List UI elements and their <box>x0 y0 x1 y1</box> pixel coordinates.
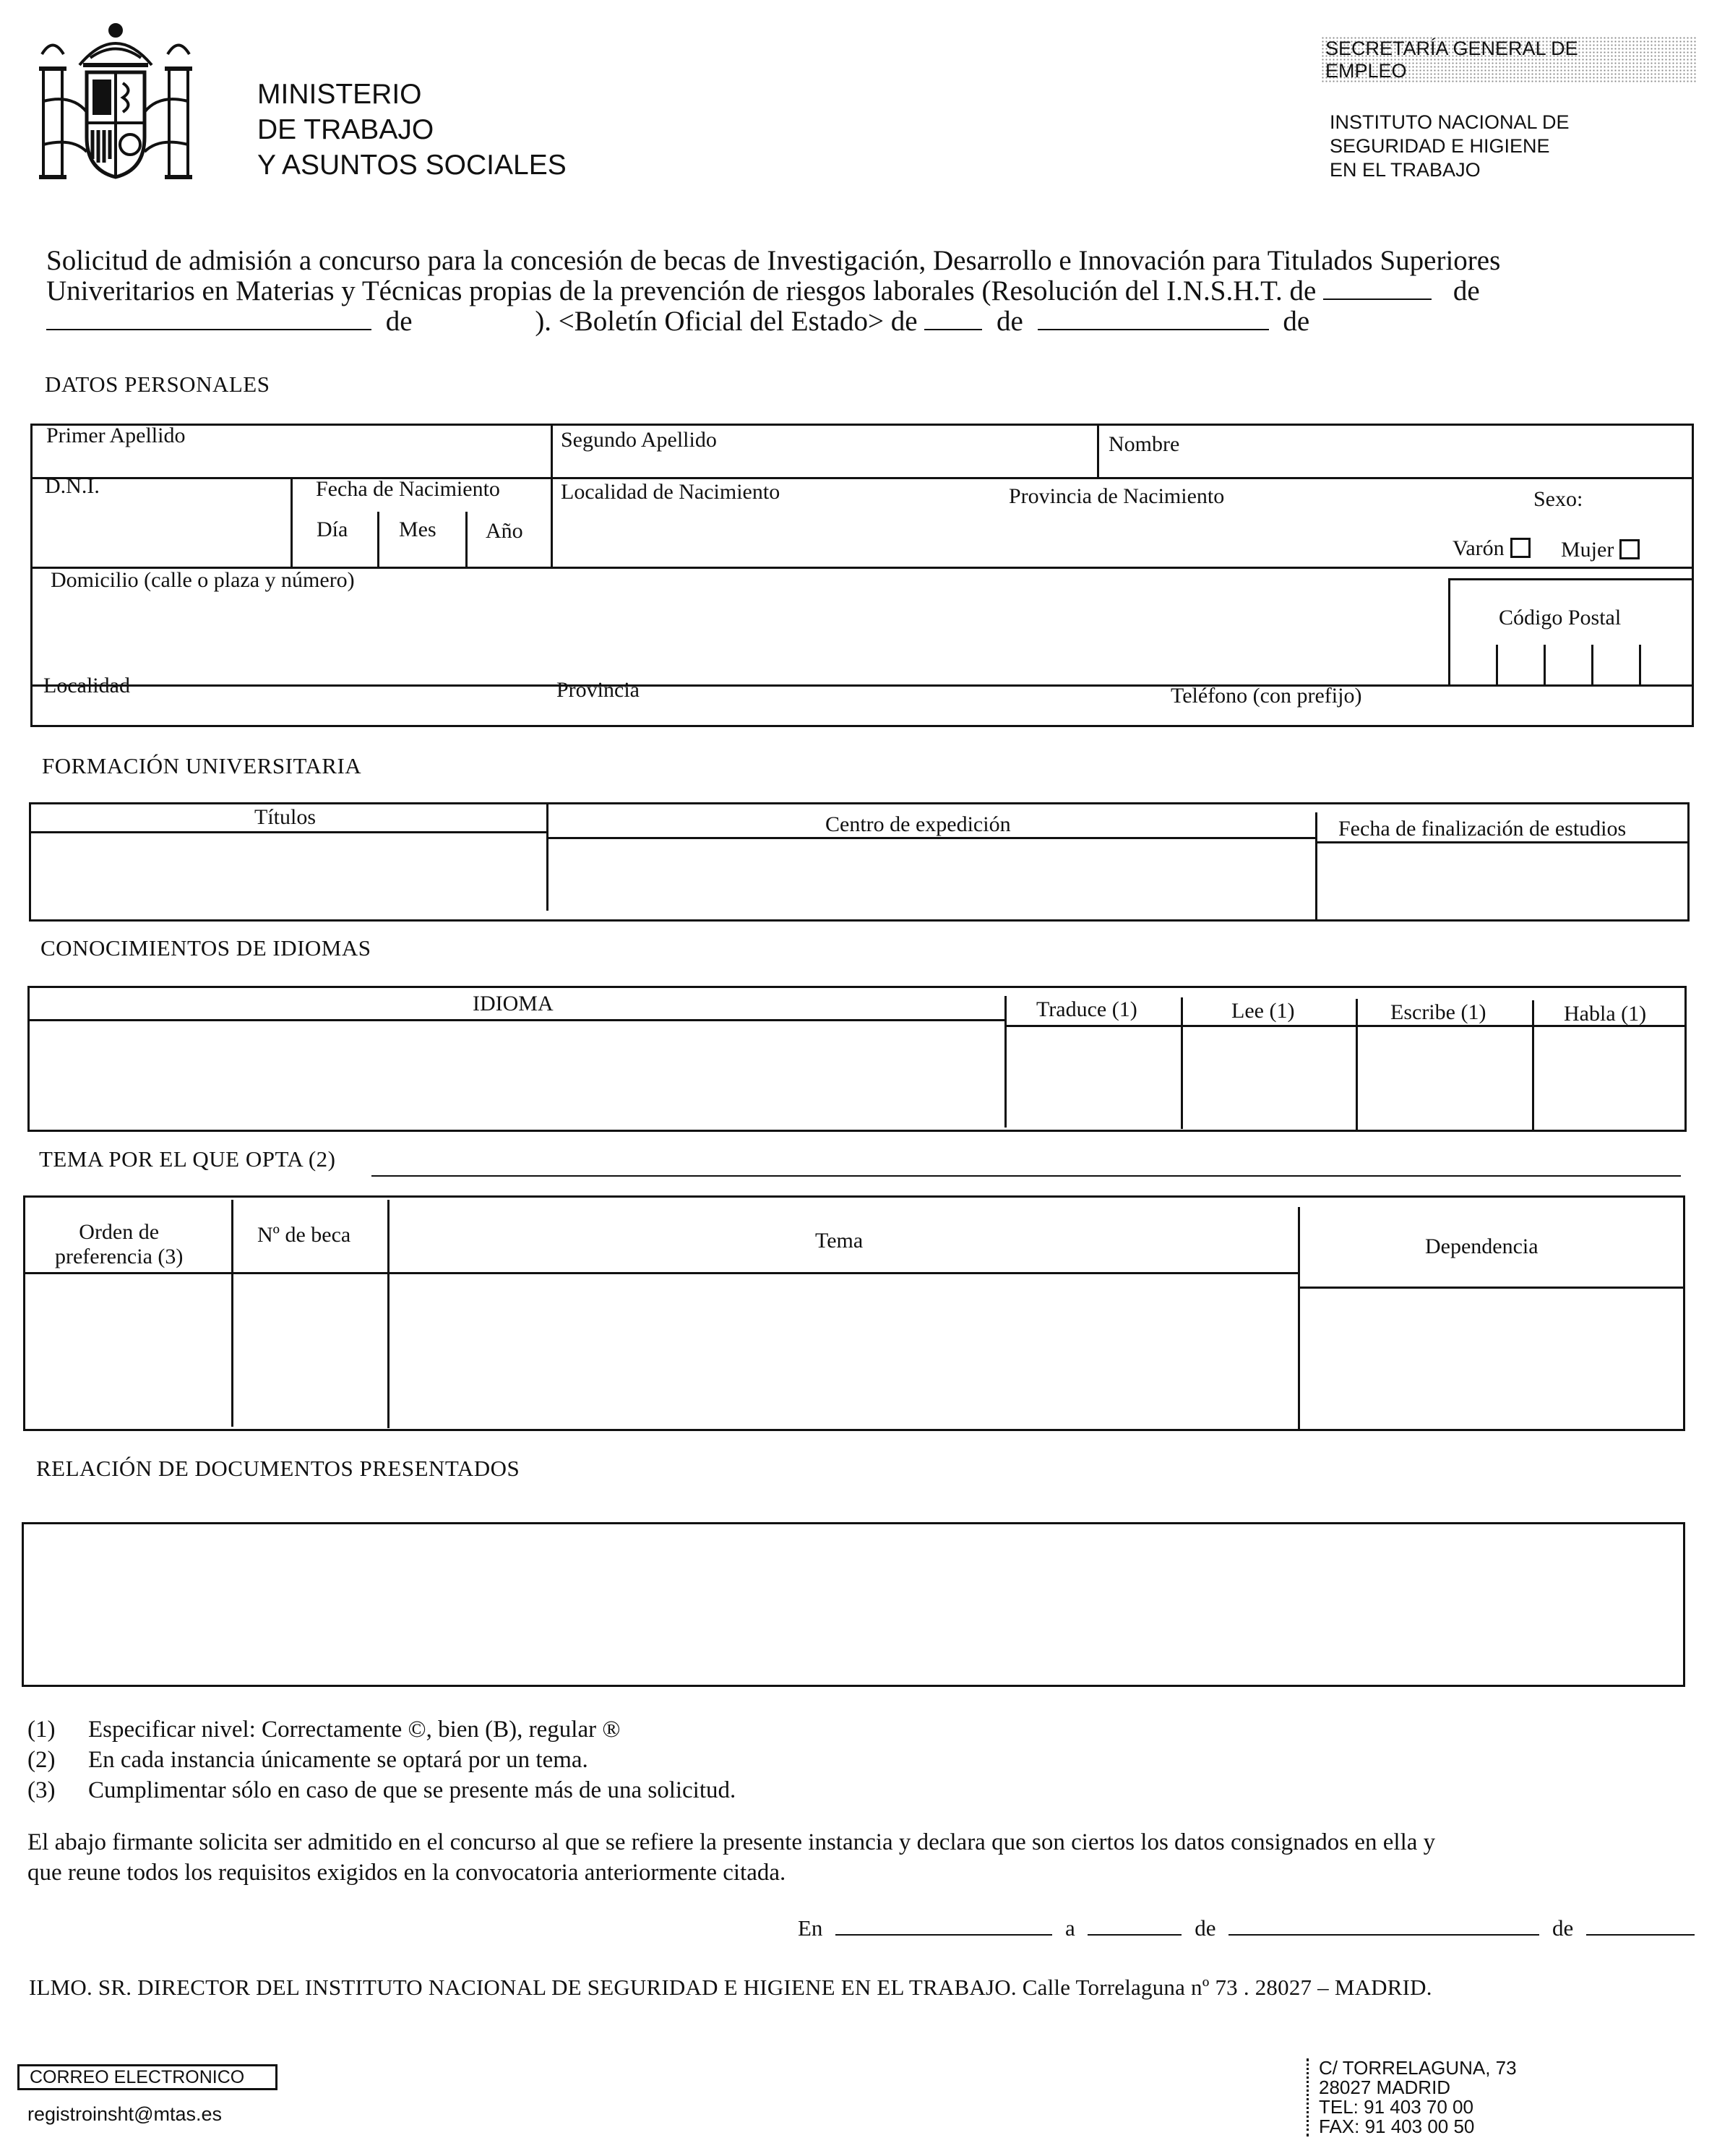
divider <box>377 512 379 567</box>
divider <box>546 802 548 911</box>
col-habla: Habla (1) <box>1564 1002 1647 1026</box>
col-escribe: Escribe (1) <box>1390 1000 1486 1024</box>
dia-label: Día <box>317 517 348 541</box>
footnote-number: (1) <box>27 1717 56 1743</box>
addressee: ILMO. SR. DIRECTOR DEL INSTITUTO NACIONAL DE SEGURIDAD E HIGIENE EN EL TRABAJO. Calle Torrelaguna nº 73 . 28027 – MADRID. <box>29 1975 1432 2000</box>
application-intro <box>46 246 1701 337</box>
divider <box>1544 645 1546 684</box>
boe-month-blank[interactable] <box>1038 307 1269 330</box>
divider <box>1298 1207 1300 1431</box>
a-label: a <box>1064 1915 1075 1941</box>
declaration-line: que reune todos los requisitos exigidos en la convocatoria anteriormente citada. <box>27 1860 786 1886</box>
mujer-checkbox[interactable] <box>1619 539 1640 559</box>
provincia-nacimiento-label: Provincia de Nacimiento <box>1009 484 1225 508</box>
footnote <box>27 1775 736 1805</box>
footnote-text: Especificar nivel: Correctamente ©, bien (B), regular ® <box>88 1717 621 1743</box>
address-line: 28027 MADRID <box>1319 2076 1451 2098</box>
divider <box>27 1019 1004 1021</box>
footnotes <box>27 1714 736 1805</box>
secretaria-label <box>1321 36 1697 84</box>
institute-line: SEGURIDAD E HIGIENE <box>1330 135 1550 157</box>
codigo-postal-label: Código Postal <box>1499 606 1622 630</box>
divider <box>1591 645 1593 684</box>
divider <box>231 1200 233 1427</box>
footnote-number: (2) <box>27 1747 56 1773</box>
col-lee: Lee (1) <box>1231 999 1295 1023</box>
intro-line-1: Solicitud de admisión a concurso para la concesión de becas de Investigación, Desarrollo e Innovación para Titulados Superiores <box>46 245 1501 276</box>
address-line: C/ TORRELAGUNA, 73 <box>1319 2057 1517 2079</box>
divider <box>23 1272 1298 1274</box>
fecha-nacimiento-label: Fecha de Nacimiento <box>316 477 500 501</box>
en-label: En <box>798 1915 823 1941</box>
declaration-line: El abajo firmante solicita ser admitido en el concurso al que se refiere la presente instancia y declara que son ciertos los datos consignados en ella y <box>27 1829 1436 1855</box>
segundo-apellido-label: Segundo Apellido <box>561 428 717 452</box>
ministry-line: Y ASUNTOS SOCIALES <box>257 150 567 181</box>
divider <box>546 837 1315 839</box>
section-title-datos-personales: DATOS PERSONALES <box>45 371 270 397</box>
col-fecha-finalizacion: Fecha de finalización de estudios <box>1338 817 1627 841</box>
divider <box>1315 841 1690 843</box>
ministry-line: MINISTERIO <box>257 79 422 110</box>
ministry-name <box>257 77 567 183</box>
divider <box>387 1200 390 1428</box>
day-blank[interactable] <box>1088 1912 1182 1936</box>
footnote-number: (3) <box>27 1777 56 1803</box>
place-date-line <box>798 1912 1695 1941</box>
resolution-month-blank[interactable] <box>46 307 371 330</box>
footnote-text: En cada instancia únicamente se optará por un tema. <box>88 1747 588 1773</box>
col-centro-expedicion: Centro de expedición <box>825 812 1011 836</box>
divider <box>1298 1287 1685 1289</box>
primer-apellido-label: Primer Apellido <box>46 424 186 447</box>
divider <box>1448 578 1694 580</box>
divider <box>30 684 1694 687</box>
nombre-label: Nombre <box>1109 432 1180 456</box>
intro-de: de <box>1453 275 1480 306</box>
col-dependencia: Dependencia <box>1425 1234 1539 1258</box>
intro-de: de <box>997 306 1023 337</box>
sexo-label: Sexo: <box>1533 487 1583 511</box>
varon-checkbox[interactable] <box>1510 538 1531 558</box>
intro-de: de <box>385 306 413 337</box>
institute-line: EN EL TRABAJO <box>1330 159 1481 181</box>
intro-line-2 <box>46 276 1701 306</box>
section-title-idiomas: CONOCIMIENTOS DE IDIOMAS <box>40 935 371 961</box>
ministry-line: DE TRABAJO <box>257 114 434 145</box>
divider <box>1356 999 1358 1130</box>
institute-name <box>1330 111 1570 182</box>
address-line: TEL: 91 403 70 00 <box>1319 2096 1473 2118</box>
divider <box>30 477 1694 479</box>
varon-option[interactable] <box>1453 536 1531 561</box>
secretaria-line: SECRETARÍA GENERAL DE <box>1325 38 1578 59</box>
anio-label: Año <box>486 519 523 543</box>
divider <box>1532 1000 1534 1132</box>
resolution-day-blank[interactable] <box>1323 277 1432 300</box>
col-orden-line: preferencia (3) <box>55 1245 184 1268</box>
varon-label: Varón <box>1453 536 1505 560</box>
documentos-box[interactable] <box>22 1522 1685 1687</box>
intro-line-3-text: ). <Boletín Oficial del Estado> de <box>535 306 918 337</box>
correo-electronico-label: CORREO ELECTRONICO <box>17 2064 277 2090</box>
intro-de: de <box>1283 306 1310 337</box>
col-tema: Tema <box>815 1229 864 1253</box>
month-blank[interactable] <box>1228 1912 1539 1936</box>
col-num-beca: Nº de beca <box>257 1223 351 1247</box>
section-title-formacion: FORMACIÓN UNIVERSITARIA <box>42 753 362 778</box>
localidad-label: Localidad <box>43 674 130 697</box>
localidad-nacimiento-label: Localidad de Nacimiento <box>561 480 780 504</box>
divider <box>1496 645 1498 684</box>
divider <box>1097 424 1099 477</box>
footnote-text: Cumplimentar sólo en caso de que se presente más de una solicitud. <box>88 1777 736 1803</box>
intro-line-3 <box>46 306 1701 337</box>
mes-label: Mes <box>399 517 436 541</box>
dni-label: D.N.I. <box>45 474 100 498</box>
col-orden-preferencia <box>55 1220 183 1269</box>
declaration <box>27 1827 1435 1888</box>
col-traduce: Traduce (1) <box>1036 997 1137 1021</box>
tema-blank-line[interactable] <box>371 1175 1681 1177</box>
telefono-label: Teléfono (con prefijo) <box>1171 684 1362 708</box>
divider <box>1639 645 1641 684</box>
divider <box>465 512 468 567</box>
coat-of-arms-logo <box>29 14 202 188</box>
email-address[interactable]: registroinsht@mtas.es <box>27 2103 222 2125</box>
col-orden-line: Orden de <box>79 1220 160 1244</box>
place-blank[interactable] <box>835 1912 1052 1936</box>
footnote <box>27 1714 736 1745</box>
divider <box>1181 997 1183 1129</box>
boe-day-blank[interactable] <box>924 307 982 330</box>
footer-address <box>1307 2058 1517 2136</box>
col-idioma: IDIOMA <box>473 992 554 1015</box>
provincia-label: Provincia <box>556 678 640 702</box>
de-label: de <box>1195 1915 1216 1941</box>
intro-line-2-text: Univeritarios en Materias y Técnicas propias de la prevención de riesgos laborales (Resolución del I.N.S.H.T. de <box>46 275 1317 306</box>
section-title-documentos: RELACIÓN DE DOCUMENTOS PRESENTADOS <box>36 1456 520 1481</box>
institute-line: INSTITUTO NACIONAL DE <box>1330 111 1570 133</box>
address-line: FAX: 91 403 00 50 <box>1319 2116 1475 2137</box>
divider <box>29 831 546 833</box>
footnote <box>27 1745 736 1775</box>
divider <box>291 477 293 567</box>
divider <box>1448 578 1450 684</box>
domicilio-label: Domicilio (calle o plaza y número) <box>51 568 355 592</box>
divider <box>1004 996 1007 1128</box>
mujer-option[interactable] <box>1561 538 1640 562</box>
divider <box>1315 812 1317 922</box>
col-titulos: Títulos <box>254 805 317 829</box>
year-blank[interactable] <box>1586 1912 1695 1936</box>
de-label: de <box>1552 1915 1574 1941</box>
secretaria-line: EMPLEO <box>1325 60 1407 82</box>
section-title-tema: TEMA POR EL QUE OPTA (2) <box>39 1146 336 1172</box>
mujer-label: Mujer <box>1561 538 1614 562</box>
divider <box>551 424 553 567</box>
